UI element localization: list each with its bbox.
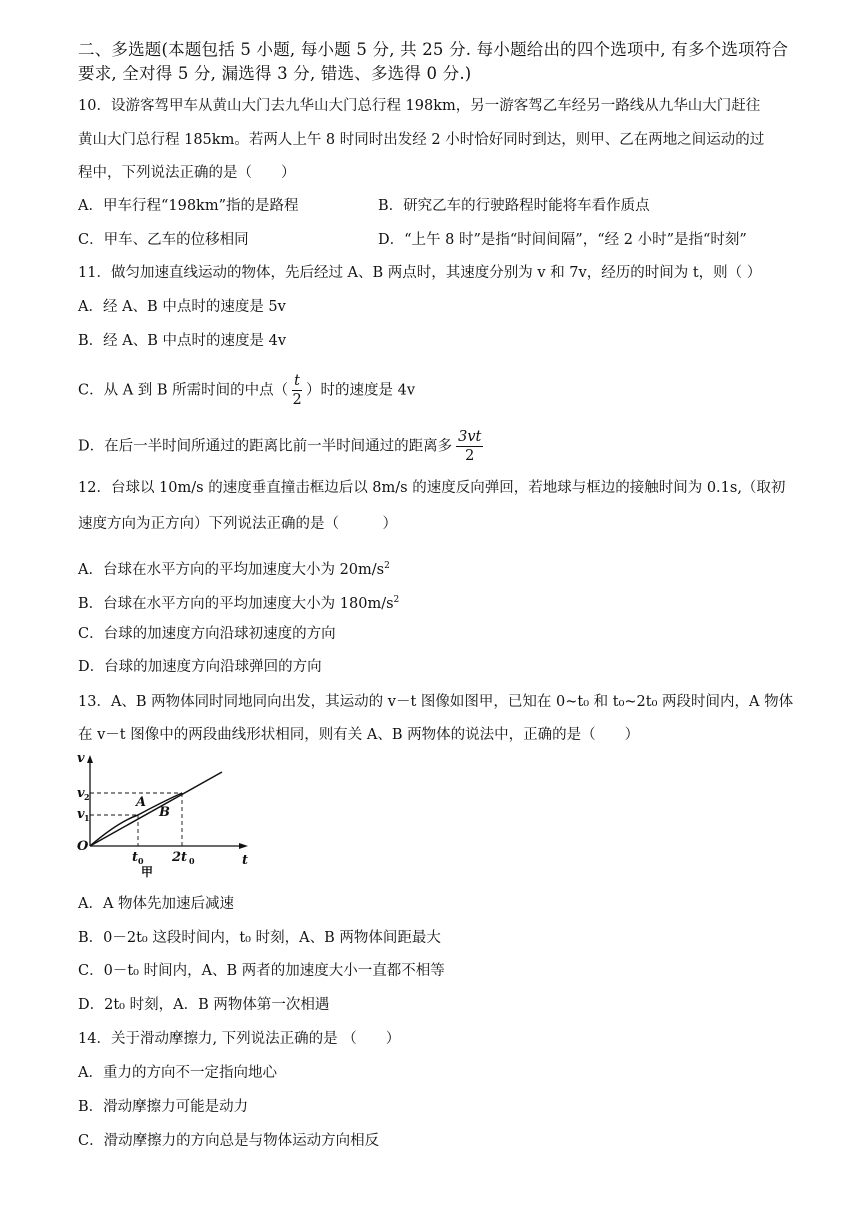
- 2t0-subscript: 0: [189, 856, 195, 866]
- curve-a-label: A: [136, 795, 147, 810]
- q11-option-c-text: C．从 A 到 B 所需时间的中点（: [78, 382, 289, 399]
- q11-option-b: B．经 A、B 中点时的速度是 4v: [78, 333, 287, 349]
- q12-option-a: A．台球在水平方向的平均加速度大小为 $20m/s^2$: [78, 561, 390, 578]
- line-b: [90, 772, 222, 846]
- q12-option-c: C．台球的加速度方向沿球初速度的方向: [78, 626, 336, 642]
- section-heading-line2: 要求, 全对得 5 分, 漏选得 3 分, 错选、多选得 0 分.): [78, 64, 472, 83]
- x-axis-label: t: [242, 853, 249, 868]
- origin-label: O: [77, 839, 89, 854]
- vt-graph: [74, 752, 254, 880]
- q11-option-a: A．经 A、B 中点时的速度是 5v: [78, 299, 286, 315]
- q10-stem-line3: 程中，下列说法正确的是（ ）: [78, 165, 296, 181]
- q10-option-c: C．甲车、乙车的位移相同: [78, 232, 249, 248]
- y-axis-label: v: [77, 752, 85, 766]
- v1-subscript: 1: [84, 813, 90, 823]
- q11-option-c-tail: ）时的速度是 4v: [306, 382, 416, 399]
- vt-graph-figure: [74, 752, 254, 880]
- figure-caption: 甲: [141, 865, 154, 879]
- q13-stem-line1: 13．A、B 两物体同时同地同向出发，其运动的 v－t 图像如图甲，已知在 0~t₀ 和 t₀~2t₀ 两段时间内，A 物体: [78, 694, 794, 710]
- q14-option-c: C．滑动摩擦力的方向总是与物体运动方向相反: [78, 1133, 380, 1149]
- v1-label: v: [77, 807, 85, 822]
- v2-subscript: 2: [84, 792, 90, 802]
- q10-option-a: A．甲车行程“198km”指的是路程: [78, 198, 299, 214]
- 2t0-label: 2t: [172, 850, 188, 865]
- q14-option-b: B．滑动摩擦力可能是动力: [78, 1099, 249, 1115]
- q10-stem-line1: 10．设游客驾甲车从黄山大门去九华山大门总行程 198km，另一游客驾乙车经另一路线从九华山大门赶往: [78, 98, 761, 114]
- q11-option-c: [78, 372, 415, 409]
- q12-option-b: B．台球在水平方向的平均加速度大小为 $180m/s^2$: [78, 595, 400, 612]
- v2-label: v: [77, 786, 85, 801]
- q13-option-c: C．0－t₀ 时间内，A、B 两者的加速度大小一直都不相等: [78, 963, 445, 979]
- q13-option-a: A．A 物体先加速后减速: [78, 896, 235, 912]
- t0-label: t: [132, 850, 139, 865]
- q10-option-d: D．“上午 8 时”是指“时间间隔”，“经 2 小时”是指“时刻”: [378, 232, 747, 248]
- q12-option-d: D．台球的加速度方向沿球弹回的方向: [78, 659, 322, 675]
- q13-stem-line2: 在 v－t 图像中的两段曲线形状相同，则有关 A、B 两物体的说法中，正确的是（ ）: [78, 727, 640, 743]
- q12-stem-line2: 速度方向为正方向）下列说法正确的是（ ）: [78, 516, 397, 532]
- q10-option-b: B．研究乙车的行驶路程时能将车看作质点: [378, 198, 650, 214]
- q12-stem-line1: 12．台球以 10m/s 的速度垂直撞击框边后以 8m/s 的速度反向弹回，若地球与框边的接触时间为 0.1s,（取初: [78, 480, 786, 496]
- q11-option-d-text: D．在后一半时间所通过的距离比前一半时间通过的距离多: [78, 438, 453, 455]
- q10-stem-line2: 黄山大门总行程 185km。若两人上午 8 时同时出发经 2 小时恰好同时到达，则甲、乙在两地之间运动的过: [78, 132, 765, 148]
- q11-option-d: [78, 428, 487, 465]
- section-heading-line1: 二、多选题(本题包括 5 小题, 每小题 5 分, 共 25 分. 每小题给出的四个选项中, 有多个选项符合: [78, 40, 789, 59]
- q14-option-a: A．重力的方向不一定指向地心: [78, 1065, 277, 1081]
- x-axis-arrow-icon: [239, 843, 248, 849]
- q11-stem: 11．做匀加速直线运动的物体，先后经过 A、B 两点时，其速度分别为 v 和 7v，经历的时间为 t，则（ ）: [78, 265, 762, 281]
- t0-subscript: 0: [138, 856, 144, 866]
- q13-option-d: D．2t₀ 时刻，A．B 两物体第一次相遇: [78, 997, 330, 1013]
- fraction-t-over-2: $\frac{t}{2}$: [292, 373, 302, 408]
- q13-option-b: B．0－2t₀ 这段时间内，t₀ 时刻，A、B 两物体间距最大: [78, 930, 441, 946]
- y-axis-arrow-icon: [87, 755, 93, 763]
- fraction-3vt-over-2: $\frac{3vt}{2}$: [458, 429, 482, 464]
- q14-stem: 14．关于滑动摩擦力, 下列说法正确的是 （ ）: [78, 1031, 401, 1047]
- line-b-label: B: [159, 805, 170, 820]
